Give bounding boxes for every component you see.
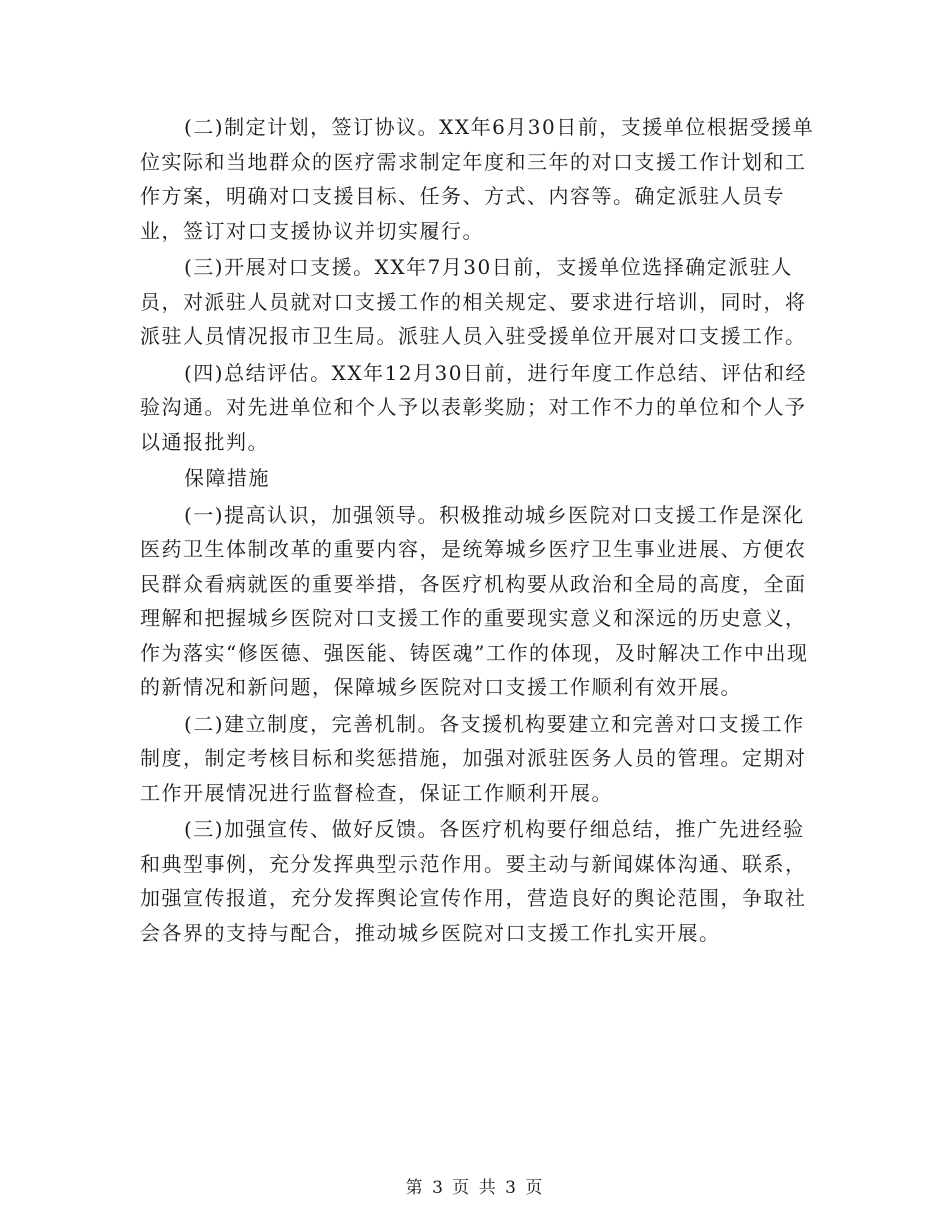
paragraph-summary-evaluation: (四)总结评估。XX年12月30日前，进行年度工作总结、评估和经验沟通。对先进单位和个人予以表彰奖励；对工作不力的单位和个人予以通报批判。 <box>140 360 807 454</box>
section-heading: 保障措施 <box>184 466 270 490</box>
paragraph-measure-mechanism: (二)建立制度，完善机制。各支援机构要建立和完善对口支援工作制度，制定考核目标和奖惩措施，加强对派驻医务人员的管理。定期对工作开展情况进行监督检查，保证工作顺利开展。 <box>140 711 807 805</box>
page-footer: 第 3 页 共 3 页 <box>405 1178 545 1198</box>
paragraph-plan-agreement: (二)制定计划，签订协议。XX年6月30日前，支援单位根据受援单位实际和当地群众的医疗需求制定年度和三年的对口支援工作计划和工作方案，明确对口支援目标、任务、方式、内容等。确定派驻人员专业，签订对口支援协议并切实履行。 <box>140 115 815 243</box>
document-body <box>140 110 815 952</box>
paragraph-carry-out-support: (三)开展对口支援。XX年7月30日前，支援单位选择确定派驻人员，对派驻人员就对口支援工作的相关规定、要求进行培训，同时，将派驻人员情况报市卫生局。派驻人员入驻受援单位开展对口支援工作。 <box>140 255 807 348</box>
paragraph-measure-publicity: (三)加强宣传、做好反馈。各医疗机构要仔细总结，推广先进经验和典型事例，充分发挥典型示范作用。要主动与新闻媒体沟通、联系，加强宣传报道，充分发挥舆论宣传作用，营造良好的舆论范围，争取社会各界的支持与配合，推动城乡医院对口支援工作扎实开展。 <box>140 817 807 945</box>
paragraph-measure-leadership: (一)提高认识，加强领导。积极推动城乡医院对口支援工作是深化医药卫生体制改革的重要内容，是统筹城乡医疗卫生事业进展、方便农民群众看病就医的重要举措，各医疗机构要从政治和全局的高度，全面理解和把握城乡医院对口支援工作的重要现实意义和深远的历史意义，作为落实“修医德、强医能、铸医魂”工作的体现，及时解决工作中出现的新情况和新问题，保障城乡医院对口支援工作顺利有效开展。 <box>140 502 809 699</box>
